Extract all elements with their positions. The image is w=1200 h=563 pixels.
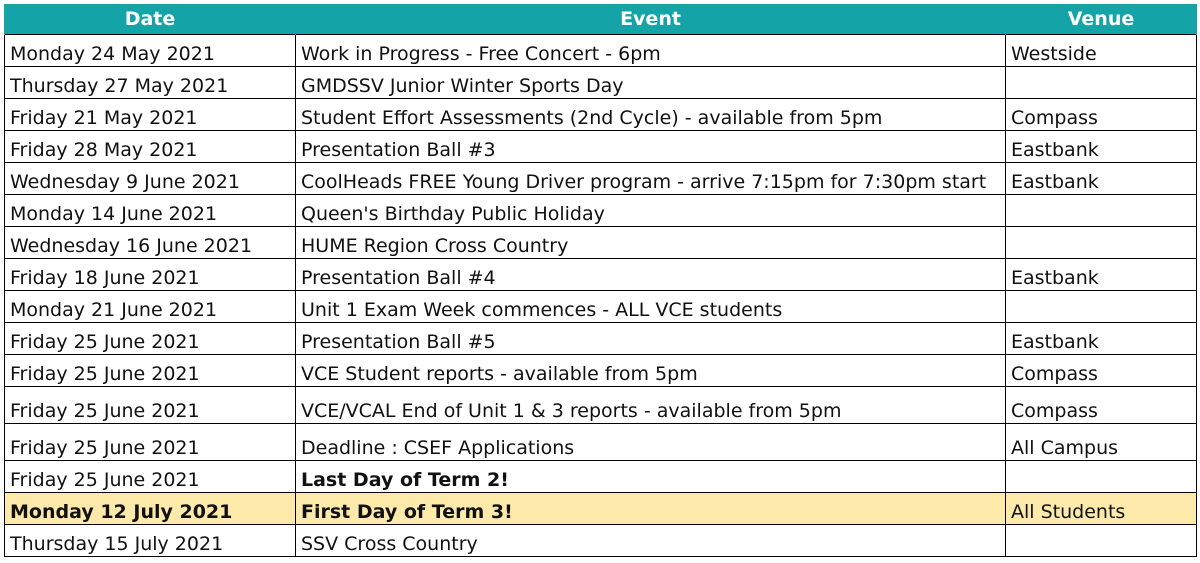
header-row	[5, 4, 1197, 35]
header-date: Date	[5, 4, 296, 35]
event-cell: First Day of Term 3!	[296, 493, 1006, 525]
date-cell: Friday 18 June 2021	[5, 259, 296, 291]
date-cell: Friday 25 June 2021	[5, 355, 296, 387]
table-row	[5, 67, 1197, 99]
event-cell: HUME Region Cross Country	[296, 227, 1006, 259]
venue-cell	[1006, 461, 1197, 493]
event-cell: SSV Cross Country	[296, 525, 1006, 557]
date-cell: Thursday 27 May 2021	[5, 67, 296, 99]
table-row-highlighted	[5, 493, 1197, 525]
event-cell: Last Day of Term 2!	[296, 461, 1006, 493]
event-cell: Student Effort Assessments (2nd Cycle) - available from 5pm	[296, 99, 1006, 131]
venue-cell: Compass	[1006, 99, 1197, 131]
table-row	[5, 99, 1197, 131]
table-row	[5, 259, 1197, 291]
date-cell: Monday 21 June 2021	[5, 291, 296, 323]
event-cell: Unit 1 Exam Week commences - ALL VCE students	[296, 291, 1006, 323]
date-cell: Friday 25 June 2021	[5, 387, 296, 424]
venue-cell: Compass	[1006, 355, 1197, 387]
event-cell: VCE Student reports - available from 5pm	[296, 355, 1006, 387]
venue-cell	[1006, 227, 1197, 259]
header-event: Event	[296, 4, 1006, 35]
table-row	[5, 525, 1197, 557]
event-cell: CoolHeads FREE Young Driver program - arrive 7:15pm for 7:30pm start	[296, 163, 1006, 195]
date-cell: Monday 14 June 2021	[5, 195, 296, 227]
table-row	[5, 424, 1197, 461]
table-row	[5, 35, 1197, 67]
event-cell: Queen's Birthday Public Holiday	[296, 195, 1006, 227]
venue-cell: Eastbank	[1006, 131, 1197, 163]
table-row	[5, 195, 1197, 227]
venue-cell	[1006, 291, 1197, 323]
event-cell: Deadline : CSEF Applications	[296, 424, 1006, 461]
venue-cell: Eastbank	[1006, 323, 1197, 355]
table-row	[5, 387, 1197, 424]
event-cell: Presentation Ball #3	[296, 131, 1006, 163]
venue-cell	[1006, 525, 1197, 557]
table-row	[5, 227, 1197, 259]
events-table	[4, 4, 1197, 557]
venue-cell	[1006, 67, 1197, 99]
date-cell: Friday 25 June 2021	[5, 461, 296, 493]
event-cell: Presentation Ball #5	[296, 323, 1006, 355]
table-row	[5, 355, 1197, 387]
event-cell: Presentation Ball #4	[296, 259, 1006, 291]
table-row	[5, 323, 1197, 355]
table-row	[5, 461, 1197, 493]
venue-cell: Compass	[1006, 387, 1197, 424]
date-cell: Friday 21 May 2021	[5, 99, 296, 131]
header-venue: Venue	[1006, 4, 1197, 35]
venue-cell: Eastbank	[1006, 163, 1197, 195]
event-cell: VCE/VCAL End of Unit 1 & 3 reports - available from 5pm	[296, 387, 1006, 424]
event-cell: Work in Progress - Free Concert - 6pm	[296, 35, 1006, 67]
date-cell: Thursday 15 July 2021	[5, 525, 296, 557]
date-cell: Friday 25 June 2021	[5, 323, 296, 355]
table-row	[5, 291, 1197, 323]
date-cell: Wednesday 9 June 2021	[5, 163, 296, 195]
date-cell: Monday 24 May 2021	[5, 35, 296, 67]
event-cell: GMDSSV Junior Winter Sports Day	[296, 67, 1006, 99]
venue-cell: Eastbank	[1006, 259, 1197, 291]
date-cell: Wednesday 16 June 2021	[5, 227, 296, 259]
table-row	[5, 163, 1197, 195]
date-cell: Monday 12 July 2021	[5, 493, 296, 525]
venue-cell	[1006, 195, 1197, 227]
date-cell: Friday 25 June 2021	[5, 424, 296, 461]
date-cell: Friday 28 May 2021	[5, 131, 296, 163]
venue-cell: All Campus	[1006, 424, 1197, 461]
events-table-container	[4, 4, 1196, 557]
venue-cell: All Students	[1006, 493, 1197, 525]
table-row	[5, 131, 1197, 163]
venue-cell: Westside	[1006, 35, 1197, 67]
